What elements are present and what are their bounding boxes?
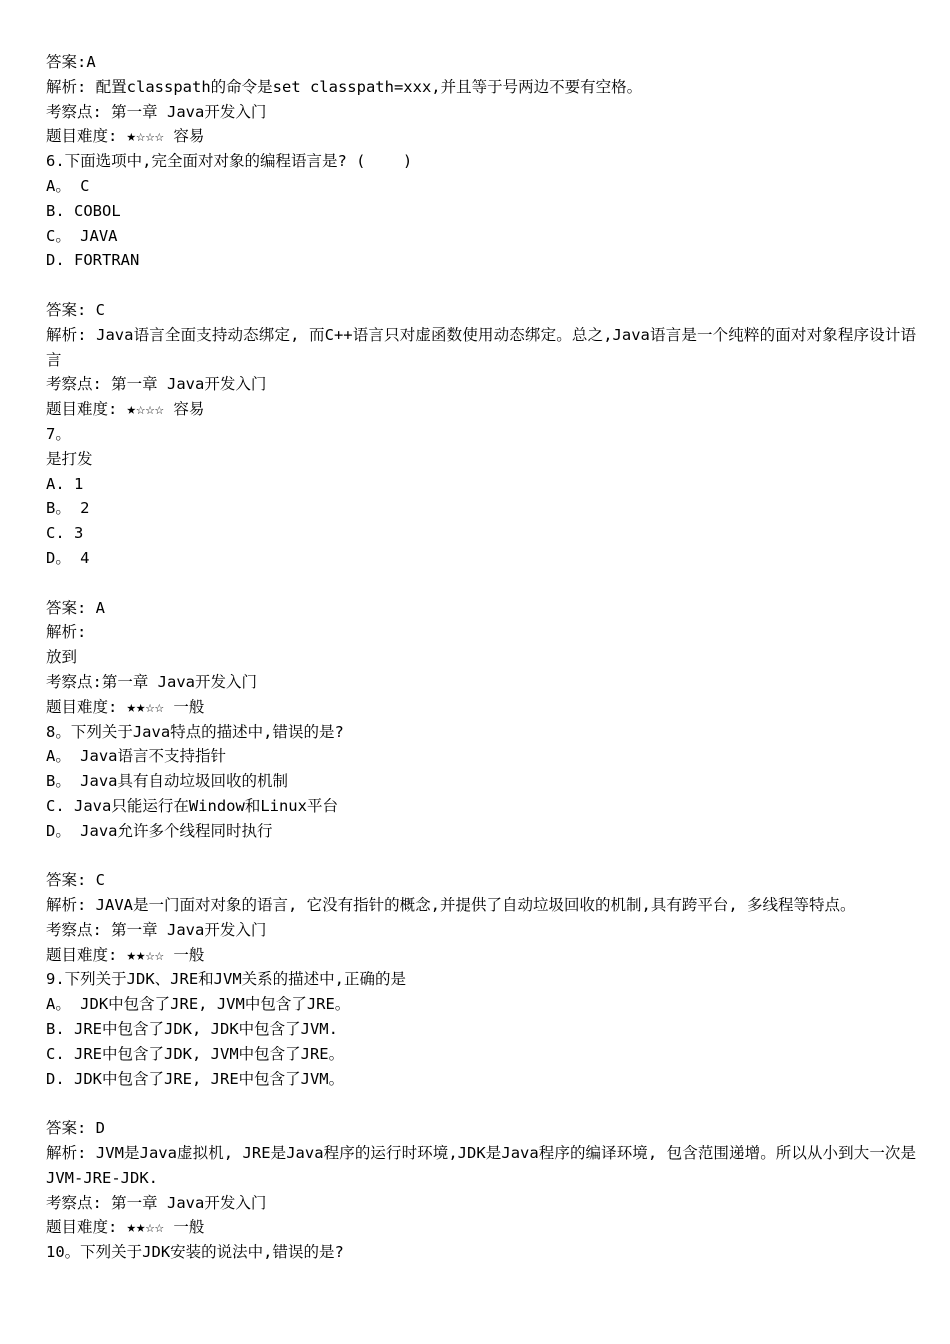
option-line: B. JRE中包含了JDK, JDK中包含了JVM. xyxy=(46,1020,338,1039)
option-line: D. JDK中包含了JRE, JRE中包含了JVM。 xyxy=(46,1069,345,1088)
question-text: 是打发 xyxy=(46,449,93,468)
difficulty-line: 题目难度: ★★☆☆ 一般 xyxy=(46,697,205,716)
answer-line: 答案: A xyxy=(46,598,105,617)
option-line: A。 JDK中包含了JRE, JVM中包含了JRE。 xyxy=(46,995,351,1014)
question-10: 10。下列关于JDK安装的说法中,错误的是? xyxy=(46,1243,344,1262)
option-line: B。 Java具有自动垃圾回收的机制 xyxy=(46,772,288,791)
option-line: A. 1 xyxy=(46,474,84,493)
answer-line: 答案: C xyxy=(46,871,105,890)
option-line: A。 C xyxy=(46,176,90,195)
spacer xyxy=(46,844,916,869)
question-9: 9.下列关于JDK、JRE和JVM关系的描述中,正确的是 xyxy=(46,970,406,989)
explanation-line: 解析: 配置classpath的命令是set classpath=xxx,并且等于号两边不要有空格。 xyxy=(46,77,643,96)
explanation-text: 放到 xyxy=(46,648,78,667)
option-line: D。 4 xyxy=(46,548,90,567)
difficulty-line: 题目难度: ★☆☆☆ 容易 xyxy=(46,400,205,419)
option-line: D。 Java允许多个线程同时执行 xyxy=(46,821,273,840)
difficulty-line: 题目难度: ★☆☆☆ 容易 xyxy=(46,127,205,146)
topic-line: 考察点: 第一章 Java开发入门 xyxy=(46,1193,267,1212)
option-line: C。 JAVA xyxy=(46,226,118,245)
difficulty-line: 题目难度: ★★☆☆ 一般 xyxy=(46,945,205,964)
question-8: 8。下列关于Java特点的描述中,错误的是? xyxy=(46,722,344,741)
answer-line: 答案: D xyxy=(46,1119,105,1138)
option-line: C. Java只能运行在Window和Linux平台 xyxy=(46,796,338,815)
explanation-line: 解析: JVM是Java虚拟机, JRE是Java程序的运行时环境,JDK是Java程序的编译环境, 包含范围递增。所以从小到大一次是 JVM-JRE-JDK. xyxy=(46,1144,916,1187)
explanation-line: 解析: JAVA是一门面对对象的语言, 它没有指针的概念,并提供了自动垃圾回收的机制,具有跨平台, 多线程等特点。 xyxy=(46,896,856,915)
option-line: C. 3 xyxy=(46,524,84,543)
option-line: B。 2 xyxy=(46,499,90,518)
topic-line: 考察点: 第一章 Java开发入门 xyxy=(46,375,267,394)
spacer xyxy=(46,273,916,298)
option-line: C. JRE中包含了JDK, JVM中包含了JRE。 xyxy=(46,1044,345,1063)
topic-line: 考察点:第一章 Java开发入门 xyxy=(46,672,257,691)
document-page xyxy=(46,50,916,1265)
option-line: A。 Java语言不支持指针 xyxy=(46,747,226,766)
option-line: D. FORTRAN xyxy=(46,251,140,270)
spacer xyxy=(46,1091,916,1116)
answer-line: 答案:A xyxy=(46,53,96,71)
explanation-line: 解析: Java语言全面支持动态绑定, 而C++语言只对虚函数使用动态绑定。总之,Java语言是一个纯粹的面对对象程序设计语言 xyxy=(46,325,916,369)
spacer xyxy=(46,571,916,596)
question-6: 6.下面选项中,完全面对对象的编程语言是? ( ) xyxy=(46,152,413,171)
answer-line: 答案: C xyxy=(46,300,105,319)
topic-line: 考察点: 第一章 Java开发入门 xyxy=(46,920,267,939)
difficulty-line: 题目难度: ★★☆☆ 一般 xyxy=(46,1218,205,1237)
question-7: 7。 xyxy=(46,424,71,443)
topic-line: 考察点: 第一章 Java开发入门 xyxy=(46,102,267,121)
option-line: B. COBOL xyxy=(46,201,121,220)
explanation-line: 解析: xyxy=(46,623,87,642)
